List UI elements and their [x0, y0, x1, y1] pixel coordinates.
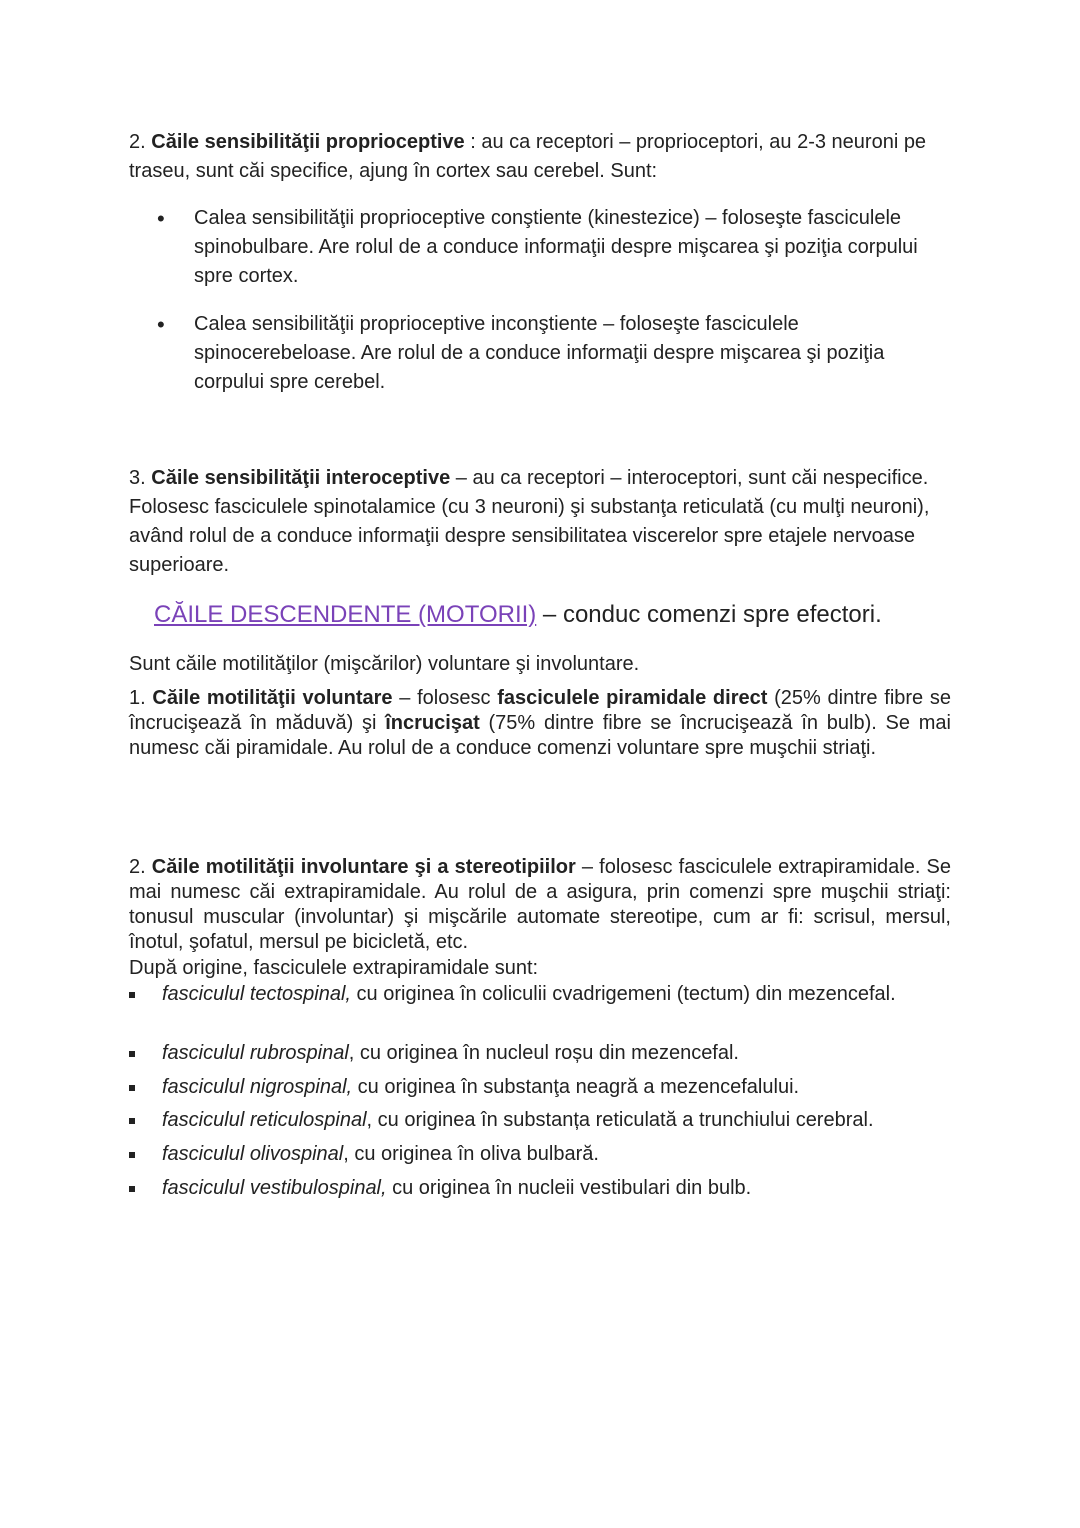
- tract-name: fasciculul vestibulospinal,: [162, 1177, 387, 1199]
- tract-name: fasciculul reticulospinal: [162, 1109, 367, 1131]
- list-item: [162, 1142, 951, 1167]
- square-bullet: [129, 1186, 135, 1192]
- tract-desc: , cu originea în oliva bulbară.: [343, 1143, 599, 1165]
- section-title: Căile motilităţii involuntare şi a stereotipiilor: [151, 856, 576, 878]
- tract-desc: , cu originea în substanța reticulată a trunchiului cerebral.: [366, 1109, 874, 1131]
- section-involuntary-motility: [129, 855, 951, 955]
- list-item: [162, 982, 951, 1007]
- text-fragment: (75% dintre fibre se încrucişează în bulb). Se mai numesc căi piramidale. Au rolul de a conduce comenzi voluntare spre muşchii striaţi.: [129, 712, 951, 759]
- section-number: 3.: [129, 467, 152, 489]
- list-item: [162, 1108, 951, 1133]
- square-bullet: [129, 1152, 135, 1158]
- tract-name: fasciculul tectospinal,: [162, 983, 351, 1005]
- tract-desc: cu originea în nucleii vestibulari din bulb.: [386, 1177, 752, 1199]
- section-text: – folosesc fasciculele extrapiramidale. Se mai numesc căi extrapiramidale. Au rolul de a asigura, prin comenzi spre muşchii striaţi: tonusul muscular (involuntar) şi mişcările automate stereotipe, cum ar fi: scrisul, mersul, înotul, şofatul, mersul pe bicicletă, etc.: [129, 856, 951, 953]
- bullet-dot: •: [157, 312, 165, 337]
- section-title: Căile motilităţii voluntare: [152, 687, 393, 709]
- motility-intro: Sunt căile motilităţilor (mişcărilor) voluntare şi involuntare.: [129, 653, 640, 675]
- square-bullet: [129, 1118, 135, 1124]
- tract-desc: cu originea în substanţa neagră a mezencefalului.: [352, 1076, 800, 1098]
- heading-title: CĂILE DESCENDENTE (MOTORII): [154, 601, 537, 628]
- heading-text: – conduc comenzi spre efectori.: [536, 601, 882, 628]
- list-item: [162, 1075, 951, 1100]
- square-bullet: [129, 1085, 135, 1091]
- section-title: Căile sensibilităţii proprioceptive: [151, 131, 465, 153]
- list-item: [162, 1176, 951, 1201]
- bold-term: încrucişat: [385, 712, 480, 734]
- section-number: 2.: [129, 856, 152, 878]
- tract-desc: cu originea în coliculii cvadrigemeni (tectum) din mezencefal.: [350, 983, 896, 1005]
- section-text: : au ca receptori – proprioceptori, au 2-3 neuroni pe traseu, sunt căi specifice, ajung în cortex sau cerebel. Sunt:: [129, 131, 927, 182]
- section-text: – au ca receptori – interoceptori, sunt căi nespecifice. Folosesc fasciculele spinotalamice (cu 3 neuroni) şi substanţa reticulată (cu mulţi neuroni), având rolul de a conduce informaţii despre sensibilitatea viscerelor spre etajele nervoase superioare.: [129, 467, 930, 576]
- section-voluntary-motility: [129, 686, 951, 761]
- section-interoceptive: [129, 464, 959, 580]
- tract-name: fasciculul rubrospinal: [162, 1042, 349, 1064]
- bullet-dot: •: [157, 206, 165, 231]
- square-bullet: [129, 1051, 135, 1057]
- section-title: Căile sensibilităţii interoceptive: [151, 467, 451, 489]
- tract-name: fasciculul nigrospinal,: [162, 1076, 353, 1098]
- text-fragment: (25% dintre fibre se încrucişează în măduvă) şi: [129, 687, 952, 734]
- tract-desc: , cu originea în nucleul roșu din mezencefal.: [348, 1042, 739, 1064]
- section-proprioceptive-intro: [129, 128, 949, 186]
- tract-name: fasciculul olivospinal: [162, 1143, 344, 1165]
- bold-term: fasciculele piramidale direct: [497, 687, 768, 709]
- square-bullet: [129, 992, 135, 998]
- list-item: [162, 1041, 951, 1066]
- origin-intro: După origine, fasciculele extrapiramidale sunt:: [129, 957, 539, 979]
- section-number: 1.: [129, 687, 153, 709]
- bullet-unconscious-proprioception: Calea sensibilităţii proprioceptive inconştiente – foloseşte fasciculele spinocerebeloase. Are rolul de a conduce informaţii despre mişcarea şi poziţia corpului spre cerebel.: [194, 313, 885, 393]
- descending-pathways-heading: [154, 598, 1034, 632]
- bullet-conscious-proprioception: Calea sensibilităţii proprioceptive conştiente (kinestezice) – foloseşte fasciculele spinobulbare. Are rolul de a conduce informaţii despre mişcarea şi poziţia corpului spre cortex.: [194, 207, 918, 287]
- section-number: 2.: [129, 131, 152, 153]
- text-fragment: – folosesc: [392, 687, 498, 709]
